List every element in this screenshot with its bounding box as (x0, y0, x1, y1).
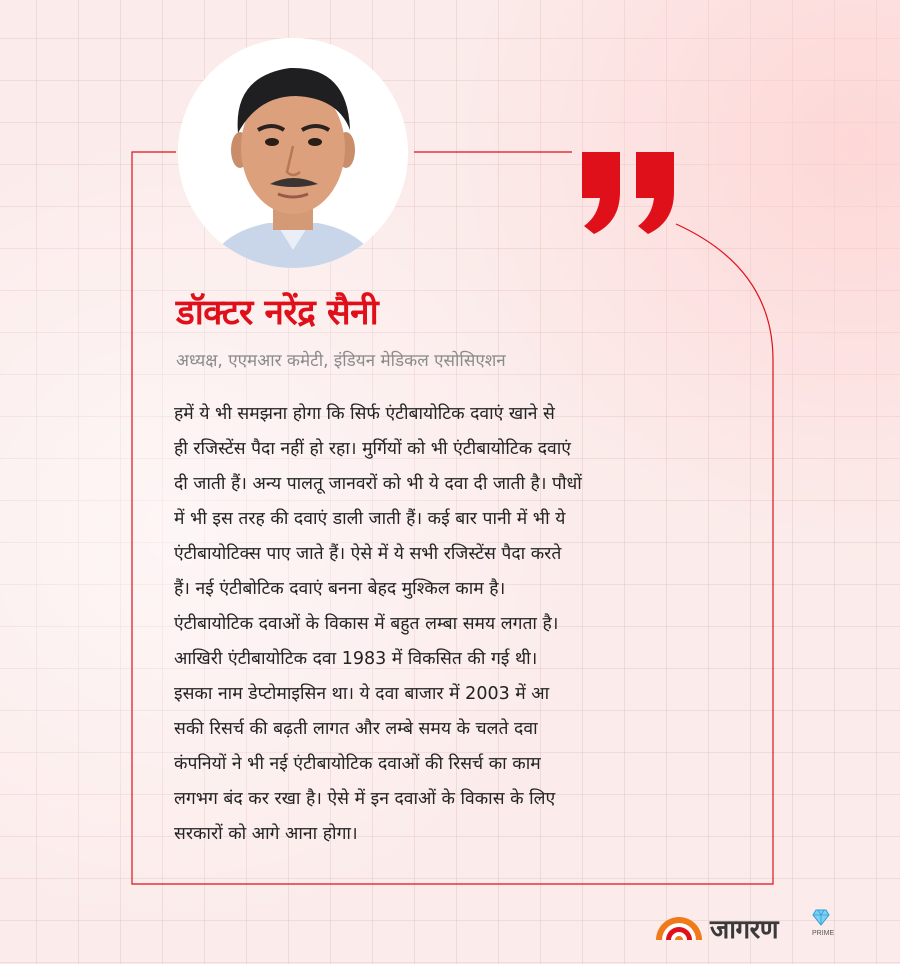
quote-line: आखिरी एंटीबायोटिक दवा 1983 में विकसित की गई थी। (174, 649, 538, 669)
prime-badge: PRIME (812, 930, 835, 937)
quote-line: दी जाती हैं। अन्य पालतू जानवरों को भी ये दवा दी जाती है। पौधों (174, 474, 582, 494)
quote-mark-icon (576, 150, 682, 236)
quote-line: सरकारों को आगे आना होगा। (174, 824, 358, 844)
quote-line: इसका नाम डेप्टोमाइसिन था। ये दवा बाजार में 2003 में आ (174, 684, 550, 704)
jagran-prime-logo (654, 906, 838, 946)
portrait-image (178, 38, 408, 268)
person-designation: अध्यक्ष, एएमआर कमेटी, इंडियन मेडिकल एसोसिएशन (176, 351, 506, 371)
quote-line: हैं। नई एंटीबोटिक दवाएं बनना बेहद मुश्किल काम है। (174, 579, 506, 599)
quote-line: कंपनियों ने भी नई एंटीबायोटिक दवाओं की रिसर्च का काम (174, 754, 541, 774)
person-name: डॉक्टर नरेंद्र सैनी (176, 293, 379, 333)
quote-text (174, 397, 714, 852)
jagran-sun-icon (654, 912, 704, 942)
quote-line: हमें ये भी समझना होगा कि सिर्फ एंटीबायोटिक दवाएं खाने से (174, 404, 555, 424)
quote-line: एंटीबायोटिक दवाओं के विकास में बहुत लम्बा समय लगता है। (174, 614, 559, 634)
diamond-icon (812, 908, 830, 926)
avatar (178, 38, 408, 268)
quote-line: लगभग बंद कर रखा है। ऐसे में इन दवाओं के विकास के लिए (174, 789, 556, 809)
quote-line: एंटीबायोटिक्स पाए जाते हैं। ऐसे में ये सभी रजिस्टेंस पैदा करते (174, 544, 562, 564)
quote-line: सकी रिसर्च की बढ़ती लागत और लम्बे समय के चलते दवा (174, 719, 538, 739)
quote-line: ही रजिस्टेंस पैदा नहीं हो रहा। मुर्गियों को भी एंटीबायोटिक दवाएं (174, 439, 571, 459)
quote-line: में भी इस तरह की दवाएं डाली जाती हैं। कई बार पानी में भी ये (174, 509, 566, 529)
logo-wordmark: जागरण (710, 915, 779, 945)
